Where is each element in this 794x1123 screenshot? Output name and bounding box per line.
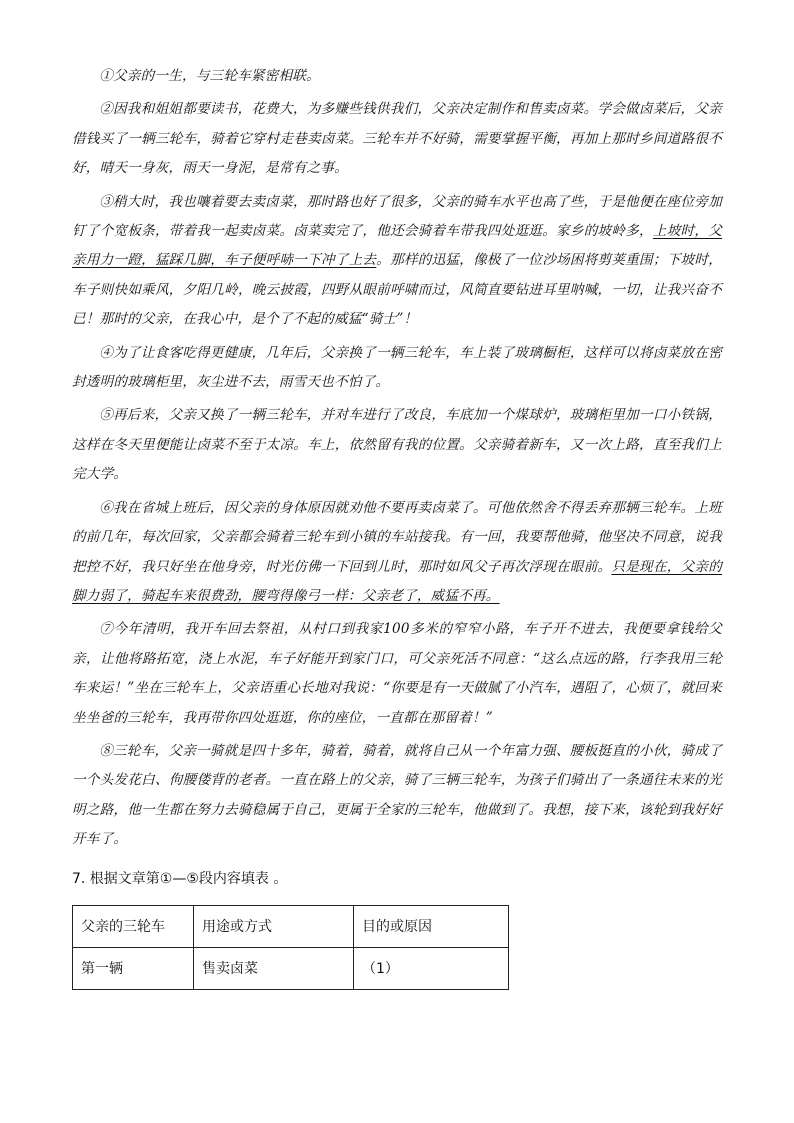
paragraph-2: ②因我和姐姐都要读书，花费大，为多赚些钱供我们，父亲决定制作和售卖卤菜。学会做卤菜后，父亲借钱买了一辆三轮车，骑着它穿村走巷卖卤菜。三轮车并不好骑，需要掌握平衡，再加上那时乡间道路很不好，晴天一身灰，雨天一身泥，是常有之事。 (72, 101, 722, 177)
paragraph-8: ⑧三轮车，父亲一骑就是四十多年，骑着，骑着，就将自己从一个年富力强、腰板挺直的小伙，骑成了一个头发花白、佝腰偻背的老者。一直在路上的父亲，骑了三辆三轮车，为孩子们骑出了一条通往未来的光明之路，他一生都在努力去骑稳属于自己，更属于全家的三轮车，他做到了。我想，接下来，该轮到我好好开车了。 (72, 742, 722, 848)
paragraph-3-text-b: 。那样的迅猛，像极了一位沙场困将剪荚重围；下坡时，车子则快如乘风，夕阳几岭，晚云披霞，四野从眼前呼啸而过，风简直要钻进耳里呐喊，一切，让我兴奋不已！那时的父亲，在我心中，是个了不起的威猛“骑士”！ (72, 252, 723, 328)
table-header-cell: 用途或方式 (194, 905, 354, 947)
question-7: 7. 根据文章第①—⑤段内容填表 。 (72, 870, 288, 887)
paragraph-5: ⑤再后来，父亲又换了一辆三轮车，并对车进行了改良，车底加一个煤球炉，玻璃柜里加一口小铁锅，这样在冬天里便能让卤菜不至于太凉。车上，依然留有我的位置。父亲骑着新车，又一次上路，直至我们上完大学。 (72, 407, 722, 483)
document-page (72, 62, 722, 990)
table-header-row (73, 905, 509, 947)
table-row (73, 947, 509, 989)
paragraph-3-underlined: 上坡时，父亲用力一蹬，猛踩几脚，车子便呼哧一下冲了上去 (72, 223, 722, 269)
table-cell: 售卖卤菜 (194, 947, 354, 989)
paragraph-7: ⑦今年清明，我开车回去祭祖，从村口到我家100多米的窄窄小路，车子开不进去，我便要拿钱给父亲，让他将路拓宽，浇上水泥，车子好能开到家门口，可父亲死活不同意：“这么点远的路，行李我用三轮车来运！”坐在三轮车上，父亲语重心长地对我说：“你要是有一天做腻了小汽车，遇阻了，心烦了，就回来坐坐爸的三轮车，我再带你四处逛逛，你的座位，一直都在那留着！” (72, 621, 722, 726)
paragraph-3-text-a: ③稍大时，我也嚷着要去卖卤菜，那时路也好了很多，父亲的骑车水平也高了些，于是他便在座位旁加钉了个宽板条，带着我一起卖卤菜。卤菜卖完了，他还会骑着车带我四处逛逛。家乡的坡岭多， (72, 193, 722, 240)
paragraph-3 (72, 188, 722, 335)
fill-in-table (72, 905, 509, 990)
paragraph-6-text-a: ⑥我在省城上班后，因父亲的身体原因就劝他不要再卖卤菜了。可他依然舍不得丢弃那辆三轮车。上班的前几年，每次回家，父亲都会骑着三轮车到小镇的车站接我。有一回，我要帮他骑，他坚决不同意，说我把控不好，我只好坐在他身旁，时光仿佛一下回到儿时，那时如风父子再次浮现在眼前。 (72, 499, 722, 575)
table-header-cell: 父亲的三轮车 (73, 905, 194, 947)
table-cell: 第一辆 (73, 947, 194, 989)
paragraph-4: ④为了让食客吃得更健康，几年后，父亲换了一辆三轮车，车上装了玻璃橱柜，这样可以将卤菜放在密封透明的玻璃柜里，灰尘进不去，雨雪天也不怕了。 (72, 344, 722, 391)
paragraph-1: ①父亲的一生，与三轮车紧密相联。 (99, 68, 320, 84)
table-header-cell: 目的或原因 (354, 905, 509, 947)
answer-blank-1[interactable]: （1） (354, 947, 509, 989)
paragraph-6-underlined: 只是现在，父亲的脚力弱了，骑起车来很费劲，腰弯得像弓一样：父亲老了，威猛不再。 (72, 558, 722, 604)
paragraph-6 (72, 494, 722, 612)
